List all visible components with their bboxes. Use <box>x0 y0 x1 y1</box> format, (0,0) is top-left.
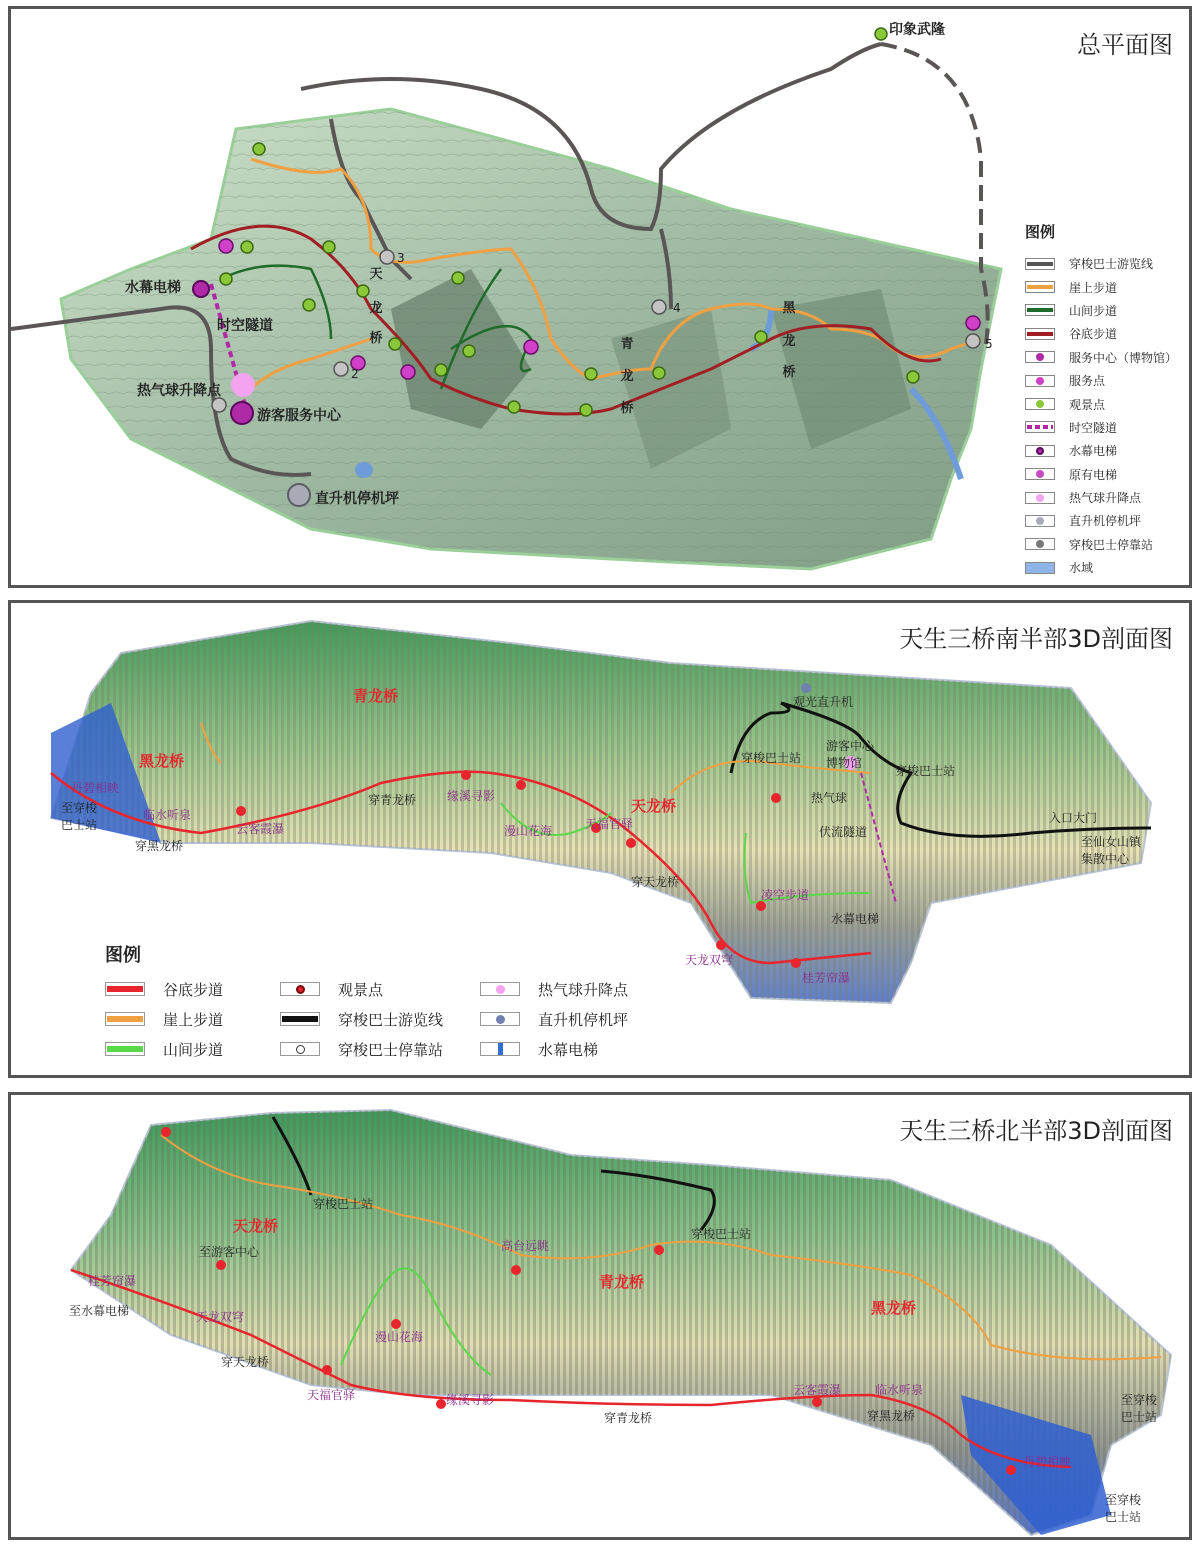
map-label: 穿梭巴士站 <box>313 1197 374 1211</box>
map-label: 天龙双穹 <box>196 1310 245 1324</box>
legend-item: 观景点 <box>280 977 480 1001</box>
map-label: 伏流隧道 <box>819 825 868 839</box>
map-label: 天龙双穹 <box>685 953 734 967</box>
map-label: 水幕电梯 <box>125 280 181 296</box>
water-pond <box>355 462 373 478</box>
legend-title: 图例 <box>105 945 141 966</box>
map-label: 高台远眺 <box>501 1239 550 1253</box>
south-helipad <box>801 683 811 693</box>
map-label: 丹碧相映 <box>1023 1455 1072 1469</box>
map-label: 黑 <box>782 301 796 316</box>
legend-item: 山间步道 <box>1025 299 1185 322</box>
legend-item: 水域 <box>1025 556 1185 579</box>
master-plan-map <box>11 9 1192 588</box>
map-label: 穿天龙桥 <box>631 875 680 889</box>
map-label: 至穿梭 巴士站 <box>1105 1493 1142 1524</box>
map-label: 游客中心 博物馆 <box>826 739 875 770</box>
map-label: 云客霞瀑 <box>236 822 285 836</box>
map-label: 穿天龙桥 <box>221 1355 270 1369</box>
legend-item: 谷底步道 <box>105 977 280 1001</box>
map-label: 穿青龙桥 <box>368 793 417 807</box>
bridge-label: 天龙桥 <box>631 797 677 815</box>
balloon-point <box>231 373 255 397</box>
legend-item: 谷底步道 <box>1025 322 1185 345</box>
bridge-label: 天龙桥 <box>233 1217 279 1235</box>
legend-item: 穿梭巴士停靠站 <box>280 1037 480 1061</box>
map-label: 青 <box>620 337 634 352</box>
map-label: 漫山花海 <box>504 824 553 838</box>
map-label: 云客霞瀑 <box>793 1383 842 1397</box>
map-label: 热气球升降点 <box>137 383 221 399</box>
legend-item: 服务点 <box>1025 369 1185 392</box>
map-label: 至穿梭 巴士站 <box>1121 1393 1158 1424</box>
map-label: 缘溪寻影 <box>447 789 496 803</box>
bus-stop-number: 2 <box>351 367 359 381</box>
legend-item: 热气球升降点 <box>480 977 655 1001</box>
map-label: 入口大门 <box>1049 811 1098 825</box>
legend-item: 原有电梯 <box>1025 463 1185 486</box>
map-label: 桥 <box>782 365 796 380</box>
master-plan-panel <box>8 6 1192 588</box>
map-label: 天福官驿 <box>307 1388 356 1402</box>
water-elevator-point <box>193 281 209 297</box>
north-3d-panel <box>8 1092 1192 1540</box>
map-label: 穿黑龙桥 <box>135 839 184 853</box>
bridge-label: 黑龙桥 <box>871 1299 917 1317</box>
map-label: 天福官驿 <box>585 817 634 831</box>
bridge-label: 青龙桥 <box>353 687 399 705</box>
legend-item: 崖上步道 <box>105 1007 280 1031</box>
map-label: 至游客中心 <box>199 1245 260 1259</box>
map-label: 穿青龙桥 <box>604 1411 653 1425</box>
map-label: 穿梭巴士站 <box>895 764 956 778</box>
legend-item: 水幕电梯 <box>1025 439 1185 462</box>
map-label: 龙 <box>782 334 796 349</box>
map-label: 临水听泉 <box>875 1383 924 1397</box>
legend-item: 热气球升降点 <box>1025 486 1185 509</box>
map-label: 桥 <box>369 331 383 346</box>
legend-item: 山间步道 <box>105 1037 280 1061</box>
panel-title: 天生三桥北半部3D剖面图 <box>899 1117 1173 1145</box>
helipad-point <box>288 484 310 506</box>
panel-title: 天生三桥南半部3D剖面图 <box>899 625 1173 653</box>
map-label: 龙 <box>620 369 634 384</box>
map-label: 天 <box>369 267 383 282</box>
map-label: 桂芳帘瀑 <box>802 971 851 985</box>
legend-title: 图例 <box>1025 223 1056 241</box>
bridge-label: 青龙桥 <box>599 1273 645 1291</box>
legend-item: 崖上步道 <box>1025 275 1185 298</box>
map-label: 观光直升机 <box>793 695 854 709</box>
north-3d-map <box>11 1095 1192 1540</box>
legend-item: 直升机停机坪 <box>1025 509 1185 532</box>
legend-item: 穿梭巴士游览线 <box>1025 252 1185 275</box>
map-label: 漫山花海 <box>375 1330 424 1344</box>
bus-stop-number: 5 <box>985 337 993 351</box>
map-label: 凌空步道 <box>761 888 810 902</box>
south-legend <box>105 941 665 1061</box>
map-label: 游客服务中心 <box>257 408 341 424</box>
map-label: 穿梭巴士站 <box>741 751 802 765</box>
map-label: 至水幕电梯 <box>69 1304 130 1318</box>
legend-item: 穿梭巴士游览线 <box>280 1007 480 1031</box>
map-label: 水幕电梯 <box>831 912 880 926</box>
map-label: 穿梭巴士站 <box>691 1227 752 1241</box>
map-label: 丹碧相映 <box>71 781 120 795</box>
legend-item: 水幕电梯 <box>480 1037 655 1061</box>
map-legend <box>1025 221 1185 579</box>
map-label: 热气球 <box>811 791 848 805</box>
map-label: 至穿梭 巴士站 <box>60 801 97 832</box>
visitor-center-point <box>231 402 253 424</box>
map-label: 桥 <box>620 401 634 416</box>
map-label: 桂芳帘瀑 <box>88 1274 137 1288</box>
bus-stop-number: 3 <box>397 251 405 265</box>
bus-stop-number: 4 <box>673 301 681 315</box>
legend-item: 服务中心（博物馆） <box>1025 346 1185 369</box>
legend-item: 观景点 <box>1025 392 1185 415</box>
legend-item: 时空隧道 <box>1025 416 1185 439</box>
legend-item: 穿梭巴士停靠站 <box>1025 533 1185 556</box>
map-label: 直升机停机坪 <box>315 491 399 507</box>
south-3d-panel <box>8 600 1192 1078</box>
map-label: 龙 <box>369 301 383 316</box>
map-label: 时空隧道 <box>217 318 273 334</box>
panel-title: 总平面图 <box>1077 31 1173 59</box>
bridge-label: 黑龙桥 <box>139 752 185 770</box>
map-label: 至仙女山镇 集散中心 <box>1081 835 1142 866</box>
map-label: 缘溪寻影 <box>446 1393 495 1407</box>
map-label: 印象武隆 <box>889 22 945 38</box>
legend-item: 直升机停机坪 <box>480 1007 655 1031</box>
map-label: 临水听泉 <box>143 808 192 822</box>
map-label: 穿黑龙桥 <box>867 1409 916 1423</box>
